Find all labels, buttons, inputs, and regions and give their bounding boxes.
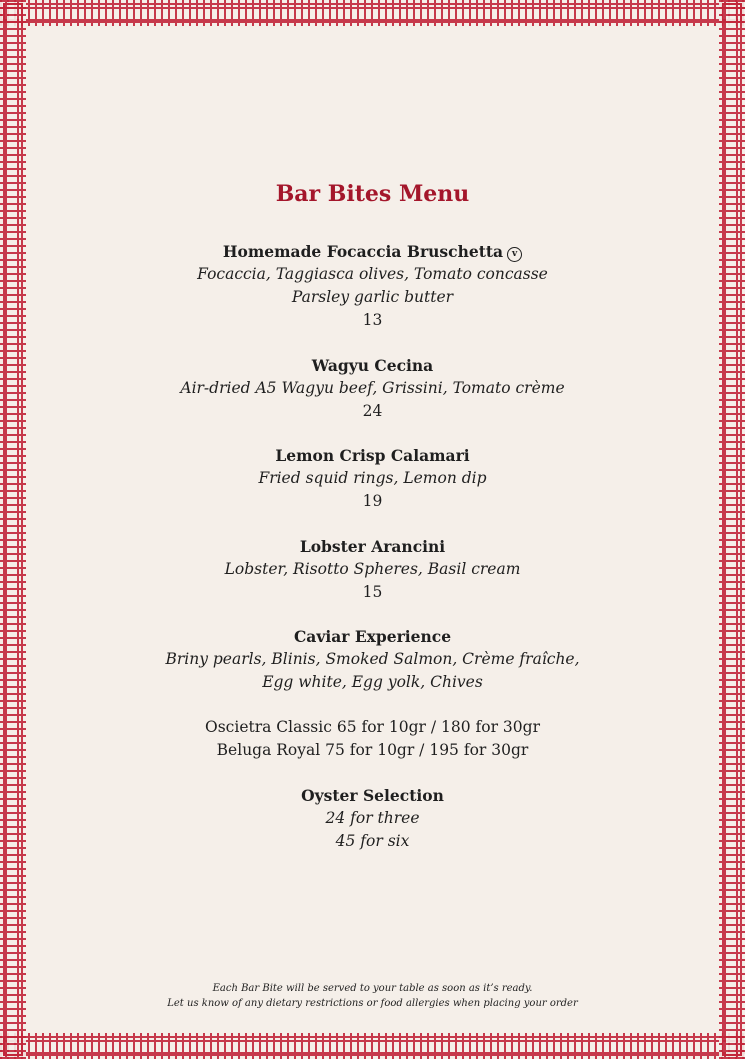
footer-note: Each Bar Bite will be served to your table as soon as it’s ready.	[212, 983, 533, 994]
menu-item	[26, 354, 719, 423]
item-price-option: 45 for six	[335, 832, 410, 850]
menu-title: Bar Bites Menu	[275, 181, 470, 207]
decorative-border-right	[719, 0, 745, 1059]
footer-note: Let us know of any dietary restrictions or food allergies when placing your order	[167, 998, 578, 1009]
menu-item	[26, 784, 719, 853]
item-name: Lobster Arancini	[299, 537, 446, 556]
vegetarian-icon: v	[507, 247, 522, 262]
item-name: Wagyu Cecina	[311, 356, 434, 375]
caviar-option: Oscietra Classic 65 for 10gr / 180 for 30gr	[205, 718, 540, 736]
caviar-option: Beluga Royal 75 for 10gr / 195 for 30gr	[216, 741, 529, 759]
decorative-border-left	[0, 0, 26, 1059]
item-price: 19	[362, 492, 383, 510]
decorative-border-bottom	[0, 1033, 745, 1059]
item-description: Lobster, Risotto Spheres, Basil cream	[224, 560, 521, 578]
menu-item	[26, 240, 719, 332]
menu-footer	[26, 981, 719, 1011]
item-description: Briny pearls, Blinis, Smoked Salmon, Crème fraîche,	[165, 650, 580, 668]
menu-panel	[26, 26, 719, 1033]
menu-item	[26, 444, 719, 513]
decorative-border-top	[0, 0, 745, 26]
item-price-option: 24 for three	[325, 809, 420, 827]
menu-item	[26, 625, 719, 762]
item-price: 15	[362, 583, 383, 601]
item-description: Air-dried A5 Wagyu beef, Grissini, Tomato crème	[180, 379, 565, 397]
item-price: 24	[362, 402, 383, 420]
item-description: Parsley garlic butter	[291, 288, 454, 306]
item-name: Homemade Focaccia Bruschetta	[222, 242, 504, 261]
item-name: Lemon Crisp Calamari	[275, 446, 470, 465]
item-price: 13	[362, 311, 383, 329]
menu-item	[26, 535, 719, 604]
item-name: Caviar Experience	[293, 627, 452, 646]
item-description: Egg white, Egg yolk, Chives	[262, 673, 483, 691]
item-description: Focaccia, Taggiasca olives, Tomato concasse	[197, 265, 548, 283]
item-description: Fried squid rings, Lemon dip	[258, 469, 487, 487]
item-name: Oyster Selection	[301, 786, 444, 805]
